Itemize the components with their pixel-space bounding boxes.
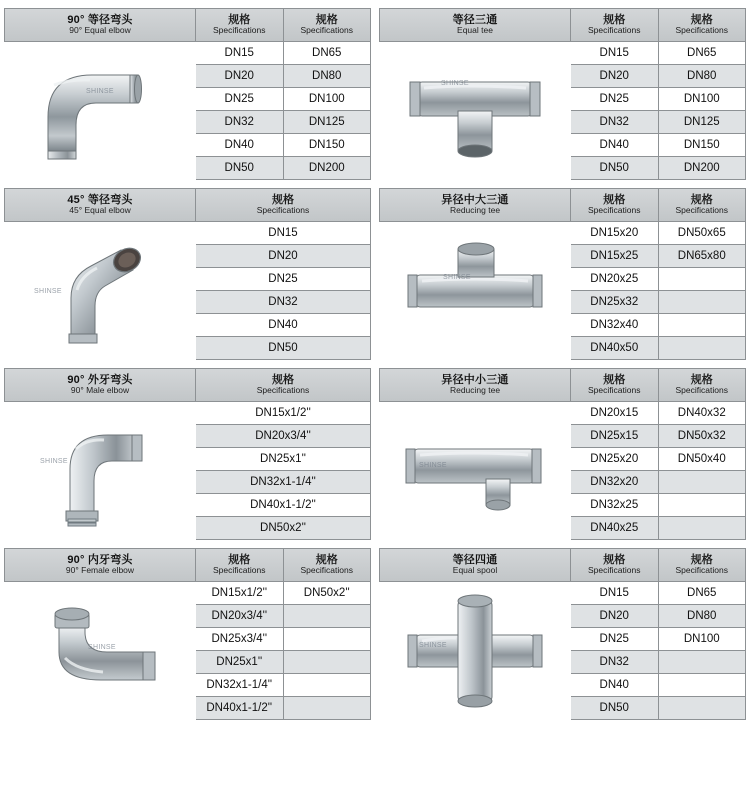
spec-cell: DN15x20 <box>571 222 659 245</box>
spec-cell: DN40x1-1/2'' <box>196 697 284 720</box>
spec-header <box>571 368 659 402</box>
product-title <box>4 8 196 42</box>
spec-cell: DN25 <box>196 88 284 111</box>
spec-column-1 <box>571 8 659 180</box>
spec-column-1 <box>196 368 371 540</box>
spec-header-en: Specifications <box>675 565 728 576</box>
spec-column-2 <box>659 8 747 180</box>
spec-cell: DN80 <box>659 605 747 628</box>
spec-cell: DN20 <box>196 65 284 88</box>
spec-header-cn: 规格 <box>690 193 713 206</box>
spec-cell: DN20x25 <box>571 268 659 291</box>
spec-header-en: Specifications <box>256 205 310 216</box>
product-title-en: 90° Equal elbow <box>69 25 131 36</box>
spec-header-cn: 规格 <box>228 553 251 566</box>
spec-header-cn: 规格 <box>603 553 626 566</box>
spec-cell: DN20 <box>571 65 659 88</box>
spec-header <box>659 368 747 402</box>
spec-cell: DN50x2'' <box>284 582 372 605</box>
spec-cell: DN15 <box>571 42 659 65</box>
product-title <box>379 548 571 582</box>
spec-column-2 <box>659 368 747 540</box>
spec-header <box>284 548 372 582</box>
spec-table <box>196 8 371 180</box>
product-title-en: Equal tee <box>457 25 493 36</box>
spec-table <box>196 548 371 720</box>
spec-header <box>196 188 371 222</box>
image-watermark: SHINSE <box>443 274 471 281</box>
spec-cell: DN50x65 <box>659 222 747 245</box>
spec-header-en: Specifications <box>256 385 310 396</box>
product-card-equal-spool <box>375 544 750 724</box>
male-elbow-icon <box>30 411 170 531</box>
product-title <box>4 548 196 582</box>
spec-cell: DN50x2'' <box>196 517 371 540</box>
spec-cell: DN15x1/2'' <box>196 582 284 605</box>
spec-column-2 <box>659 548 747 720</box>
spec-header-cn: 规格 <box>315 13 338 26</box>
spec-cell <box>659 651 747 674</box>
spec-header <box>571 548 659 582</box>
spec-cell: DN50 <box>571 157 659 180</box>
spec-header-cn: 规格 <box>603 13 626 26</box>
spec-table <box>571 548 746 720</box>
product-title <box>4 188 196 222</box>
product-title-cn: 等径四通 <box>452 553 498 566</box>
spec-table <box>571 8 746 180</box>
spec-cell: DN100 <box>659 88 747 111</box>
spec-header <box>659 8 747 42</box>
spec-cell: DN25x3/4'' <box>196 628 284 651</box>
product-title-cn: 45° 等径弯头 <box>67 193 133 206</box>
female-elbow-icon <box>25 596 175 706</box>
spec-cell <box>659 314 747 337</box>
image-column <box>379 368 571 540</box>
spec-cell: DN25x20 <box>571 448 659 471</box>
spec-cell: DN150 <box>284 134 372 157</box>
spec-cell <box>659 517 747 540</box>
spec-cell: DN50x40 <box>659 448 747 471</box>
spec-cell: DN32x40 <box>571 314 659 337</box>
spec-header-en: Specifications <box>300 565 353 576</box>
product-card-female-elbow-90 <box>0 544 375 724</box>
cross-icon <box>400 591 550 711</box>
spec-table <box>196 188 371 360</box>
spec-table <box>196 368 371 540</box>
product-card-equal-elbow-45 <box>0 184 375 364</box>
product-card-male-elbow-90 <box>0 364 375 544</box>
spec-cell: DN25 <box>571 628 659 651</box>
spec-cell <box>659 471 747 494</box>
spec-cell: DN20 <box>571 605 659 628</box>
spec-cell: DN80 <box>284 65 372 88</box>
spec-cell: DN25 <box>571 88 659 111</box>
spec-header-en: Specifications <box>588 25 641 36</box>
spec-header-en: Specifications <box>213 565 266 576</box>
spec-cell: DN15 <box>196 42 284 65</box>
tee-icon <box>400 56 550 166</box>
image-column <box>4 368 196 540</box>
spec-column-2 <box>284 8 372 180</box>
product-title-en: 45° Equal elbow <box>69 205 131 216</box>
spec-header <box>571 8 659 42</box>
product-card-equal-elbow-90 <box>0 4 375 184</box>
spec-cell: DN200 <box>659 157 747 180</box>
spec-cell: DN20 <box>196 245 371 268</box>
spec-cell: DN40x25 <box>571 517 659 540</box>
product-title-cn: 90° 外牙弯头 <box>67 373 133 386</box>
spec-cell: DN32 <box>571 111 659 134</box>
spec-cell <box>284 628 372 651</box>
spec-header <box>659 548 747 582</box>
spec-cell <box>659 494 747 517</box>
spec-cell: DN32 <box>196 291 371 314</box>
spec-cell: DN65 <box>659 42 747 65</box>
spec-column-1 <box>196 8 284 180</box>
spec-cell: DN65 <box>659 582 747 605</box>
product-image-female-elbow-icon <box>4 582 196 720</box>
product-title-en: Reducing tee <box>449 385 501 396</box>
spec-cell: DN20x3/4'' <box>196 605 284 628</box>
spec-cell: DN32 <box>571 651 659 674</box>
product-title-cn: 等径三通 <box>452 13 498 26</box>
spec-cell: DN40x1-1/2'' <box>196 494 371 517</box>
spec-header-cn: 规格 <box>315 553 338 566</box>
image-column <box>4 548 196 720</box>
spec-cell <box>284 674 372 697</box>
image-watermark: SHINSE <box>88 644 116 651</box>
spec-cell: DN25x32 <box>571 291 659 314</box>
spec-cell: DN15x25 <box>571 245 659 268</box>
spec-cell: DN40x50 <box>571 337 659 360</box>
spec-table <box>571 188 746 360</box>
spec-cell: DN32 <box>196 111 284 134</box>
product-title-en: Reducing tee <box>449 205 501 216</box>
spec-table <box>571 368 746 540</box>
spec-header <box>284 8 372 42</box>
product-title-cn: 异径中小三通 <box>441 373 509 386</box>
image-watermark: SHINSE <box>34 288 62 295</box>
spec-cell <box>659 291 747 314</box>
spec-cell: DN200 <box>284 157 372 180</box>
image-column <box>4 8 196 180</box>
product-card-equal-tee <box>375 4 750 184</box>
spec-cell: DN15x1/2'' <box>196 402 371 425</box>
spec-cell <box>284 605 372 628</box>
spec-header-en: Specifications <box>588 205 641 216</box>
product-card-reducing-tee-small <box>375 364 750 544</box>
spec-column-1 <box>571 188 659 360</box>
spec-header-cn: 规格 <box>690 553 713 566</box>
spec-cell: DN50 <box>196 337 371 360</box>
image-column <box>379 188 571 360</box>
spec-cell <box>659 268 747 291</box>
spec-cell: DN50 <box>571 697 659 720</box>
spec-header <box>659 188 747 222</box>
product-title-en: 90° Female elbow <box>65 565 135 576</box>
spec-cell: DN25 <box>196 268 371 291</box>
spec-column-1 <box>196 188 371 360</box>
elbow-90-icon <box>30 55 170 167</box>
image-watermark: SHINSE <box>40 458 68 465</box>
spec-cell: DN25x1'' <box>196 448 371 471</box>
product-title-en: Equal spool <box>452 565 498 576</box>
spec-header-cn: 规格 <box>603 193 626 206</box>
product-title-en: 90° Male elbow <box>70 385 130 396</box>
product-image-male-elbow-icon <box>4 402 196 540</box>
product-title <box>379 368 571 402</box>
image-column <box>379 8 571 180</box>
spec-cell: DN65 <box>284 42 372 65</box>
spec-cell: DN32x1-1/4'' <box>196 471 371 494</box>
spec-cell: DN32x1-1/4'' <box>196 674 284 697</box>
reducing-tee-large-icon <box>400 235 550 347</box>
spec-cell: DN150 <box>659 134 747 157</box>
reducing-tee-small-icon <box>400 415 550 527</box>
spec-cell: DN125 <box>284 111 372 134</box>
spec-cell: DN32x20 <box>571 471 659 494</box>
spec-header-en: Specifications <box>588 565 641 576</box>
spec-cell <box>659 674 747 697</box>
spec-header-cn: 规格 <box>603 373 626 386</box>
spec-cell: DN80 <box>659 65 747 88</box>
image-column <box>379 548 571 720</box>
product-image-elbow-45-icon <box>4 222 196 360</box>
product-image-elbow-90-icon <box>4 42 196 180</box>
product-grid <box>0 4 750 724</box>
spec-header-cn: 规格 <box>690 373 713 386</box>
product-title-cn: 90° 等径弯头 <box>67 13 133 26</box>
spec-cell: DN40 <box>571 134 659 157</box>
spec-cell: DN25x1'' <box>196 651 284 674</box>
spec-header-en: Specifications <box>300 25 353 36</box>
spec-cell: DN20x15 <box>571 402 659 425</box>
spec-header-cn: 规格 <box>690 13 713 26</box>
product-image-reducing-tee-small-icon <box>379 402 571 540</box>
spec-cell: DN50 <box>196 157 284 180</box>
product-image-tee-icon <box>379 42 571 180</box>
spec-header-en: Specifications <box>675 205 728 216</box>
spec-header-en: Specifications <box>675 385 728 396</box>
spec-cell: DN32x25 <box>571 494 659 517</box>
product-title-cn: 异径中大三通 <box>441 193 509 206</box>
spec-column-2 <box>284 548 372 720</box>
image-watermark: SHINSE <box>419 462 447 469</box>
spec-header <box>571 188 659 222</box>
spec-cell: DN40x32 <box>659 402 747 425</box>
spec-cell <box>659 337 747 360</box>
spec-cell: DN125 <box>659 111 747 134</box>
product-image-cross-icon <box>379 582 571 720</box>
product-title <box>379 188 571 222</box>
spec-cell <box>284 697 372 720</box>
spec-column-1 <box>571 548 659 720</box>
image-watermark: SHINSE <box>419 642 447 649</box>
spec-header-cn: 规格 <box>228 13 251 26</box>
product-title-cn: 90° 内牙弯头 <box>67 553 133 566</box>
spec-column-2 <box>659 188 747 360</box>
spec-cell: DN100 <box>659 628 747 651</box>
spec-cell: DN15 <box>196 222 371 245</box>
spec-header-en: Specifications <box>675 25 728 36</box>
image-column <box>4 188 196 360</box>
spec-cell: DN25x15 <box>571 425 659 448</box>
spec-column-1 <box>196 548 284 720</box>
spec-cell: DN20x3/4'' <box>196 425 371 448</box>
spec-header-en: Specifications <box>588 385 641 396</box>
spec-cell: DN40 <box>196 134 284 157</box>
spec-column-1 <box>571 368 659 540</box>
spec-cell: DN40 <box>571 674 659 697</box>
spec-header <box>196 368 371 402</box>
spec-cell: DN15 <box>571 582 659 605</box>
spec-header <box>196 8 284 42</box>
spec-cell: DN65x80 <box>659 245 747 268</box>
product-title <box>4 368 196 402</box>
product-card-reducing-tee-large <box>375 184 750 364</box>
spec-header-cn: 规格 <box>272 193 294 206</box>
spec-cell <box>659 697 747 720</box>
spec-header <box>196 548 284 582</box>
product-image-reducing-tee-large-icon <box>379 222 571 360</box>
spec-cell: DN40 <box>196 314 371 337</box>
product-title <box>379 8 571 42</box>
spec-header-cn: 规格 <box>272 373 294 386</box>
spec-cell <box>284 651 372 674</box>
spec-cell: DN50x32 <box>659 425 747 448</box>
spec-cell: DN100 <box>284 88 372 111</box>
image-watermark: SHINSE <box>441 80 469 87</box>
image-watermark: SHINSE <box>86 88 114 95</box>
spec-header-en: Specifications <box>213 25 266 36</box>
